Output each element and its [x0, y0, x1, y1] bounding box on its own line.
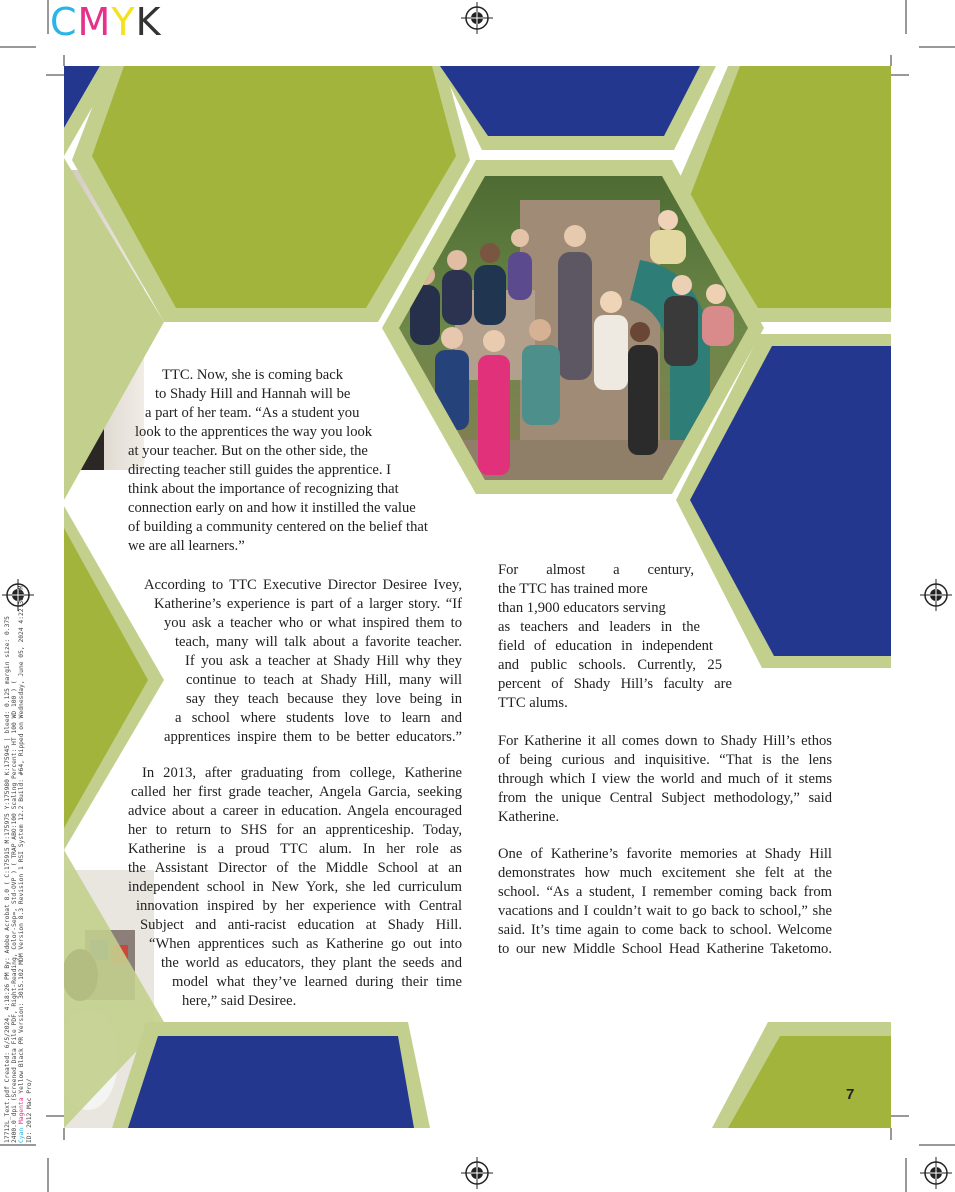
text-line: look to the apprentices the way you look — [135, 424, 373, 440]
text-line: For Katherine it all comes down to Shady Hill’s ethos — [498, 733, 832, 749]
hex-blue-bottom — [128, 1036, 414, 1128]
text-line: to our new Middle School Head Katherine Taketomo. — [498, 941, 832, 957]
text-line: to Shady Hill and Hannah will be — [155, 386, 351, 402]
text-line: directing teacher still guides the apprentice. I — [128, 462, 391, 478]
text-line: as teachers and leaders in the — [498, 619, 700, 635]
text-line: Katherine’s experience is part of a larger story. “If — [154, 596, 462, 612]
registration-mark-bottom — [461, 1157, 493, 1189]
page-number: 7 — [846, 1086, 855, 1103]
text-line: called her first grade teacher, Angela Garcia, seeking — [131, 784, 462, 800]
text-line: teach, many will talk about a favorite teacher. — [175, 634, 462, 650]
text-line: innovation inspired by her experience with Central — [136, 898, 462, 914]
text-line: demonstrates how much excitement she felt at the — [498, 865, 832, 881]
text-line: advice about a career in education. Angela encouraged — [128, 803, 462, 819]
text-line: the TTC has trained more — [498, 581, 648, 597]
right-column-bottom-paragraph — [498, 845, 832, 959]
text-line: TTC alums. — [498, 695, 568, 711]
registration-mark-right — [920, 579, 952, 611]
left-column-top-paragraph — [120, 366, 460, 556]
text-line: at your teacher. But on the other side, the — [128, 443, 368, 459]
text-line: percent of Shady Hill’s faculty are — [498, 676, 732, 692]
text-line: If you ask a teacher at Shady Hill why they — [185, 653, 462, 669]
text-line: a school where students love to learn and — [175, 710, 462, 726]
right-column-middle-paragraph — [498, 732, 832, 827]
text-line: connection early on and how it instilled the value — [128, 500, 416, 516]
text-line: For almost a century, — [498, 562, 694, 578]
registration-mark-top — [461, 2, 493, 34]
text-line: a part of her team. “As a student you — [145, 405, 360, 421]
text-line: you ask a teacher who or what inspired them to — [164, 615, 462, 631]
text-line: from the unique Central Subject methodology,” said — [498, 790, 832, 806]
text-line: of being curious and inquisitive. “That is the lens — [498, 752, 832, 768]
text-line: and public schools. Currently, 25 — [498, 657, 722, 673]
text-line: of building a community centered on the belief that — [128, 519, 428, 535]
text-line: vacations and I couldn’t wait to go back to school,” she — [498, 903, 832, 919]
text-line: school. “As a student, I remember coming back from — [498, 884, 832, 900]
right-column-top-paragraph — [498, 561, 734, 713]
text-line: “When apprentices such as Katherine go out into — [149, 936, 462, 952]
cmyk-color-label: CMYK — [50, 0, 162, 44]
text-line: Katherine is a proud TTC alum. In her role as — [128, 841, 462, 857]
text-line: said. It’s time again to come back to school. Welcome — [498, 922, 832, 938]
text-line: model what they’ve learned during their time — [172, 974, 462, 990]
text-line: continue to teach at Shady Hill, many will — [186, 672, 462, 688]
text-line: the Assistant Director of the Middle School at an — [128, 860, 462, 876]
left-column-bottom-paragraph — [128, 764, 462, 1011]
text-line: Katherine. — [498, 809, 560, 825]
text-line: According to TTC Executive Director Desiree Ivey, — [144, 577, 462, 593]
text-line: independent school in New York, she led curriculum — [128, 879, 462, 895]
text-line: we are all learners.” — [128, 538, 245, 554]
text-line: here,” said Desiree. — [182, 993, 297, 1009]
text-line: Subject and anti-racist education at Shady Hill. — [140, 917, 462, 933]
text-line: In 2013, after graduating from college, Katherine — [142, 765, 462, 781]
text-line: TTC. Now, she is coming back — [162, 367, 344, 383]
text-line: field of education in independent — [498, 638, 713, 654]
text-line: One of Katherine’s favorite memories at Shady Hill — [498, 846, 832, 862]
text-line: say they teach because they love being in — [186, 691, 462, 707]
text-line: apprentices inspire them to be better educators.” — [164, 729, 462, 745]
text-line: through which I view the world and much of it stems — [498, 771, 832, 787]
printer-slug: 17712L_Text.pdf Created: 6/5/2024, 4:18:26 PM By: Adobe Acrobat 8.0 ( C:175915 M:175975 Y:175980 K:175945 | bleed: 0.125 margin size: 0.375 2400.0 dpi (Screened Data File PDF, Right-Reading, Color-Sep=, Std-OVP ) ( TRAP ABO:100 Scaling Percent: HT 100 WD 100 ) ( Cyan Magenta Yellow Black PR Version: 3015.102 MDM Version 8.3 Revision 1 RSI System 12.2 Build: #64, Ripped on Wednesday, June 05, 2024 4:22:30 PM ID: 2012 Mac Pro/ — [4, 585, 33, 1143]
text-line: think about the importance of recognizing that — [128, 481, 399, 497]
text-line: than 1,900 educators serving — [498, 600, 666, 616]
text-line: the world as educators, they plant the seeds and — [161, 955, 462, 971]
registration-mark-bottom-right — [920, 1157, 952, 1189]
left-column-middle-paragraph — [140, 576, 462, 747]
text-line: her to return to SHS for an apprenticeship. Today, — [128, 822, 462, 838]
